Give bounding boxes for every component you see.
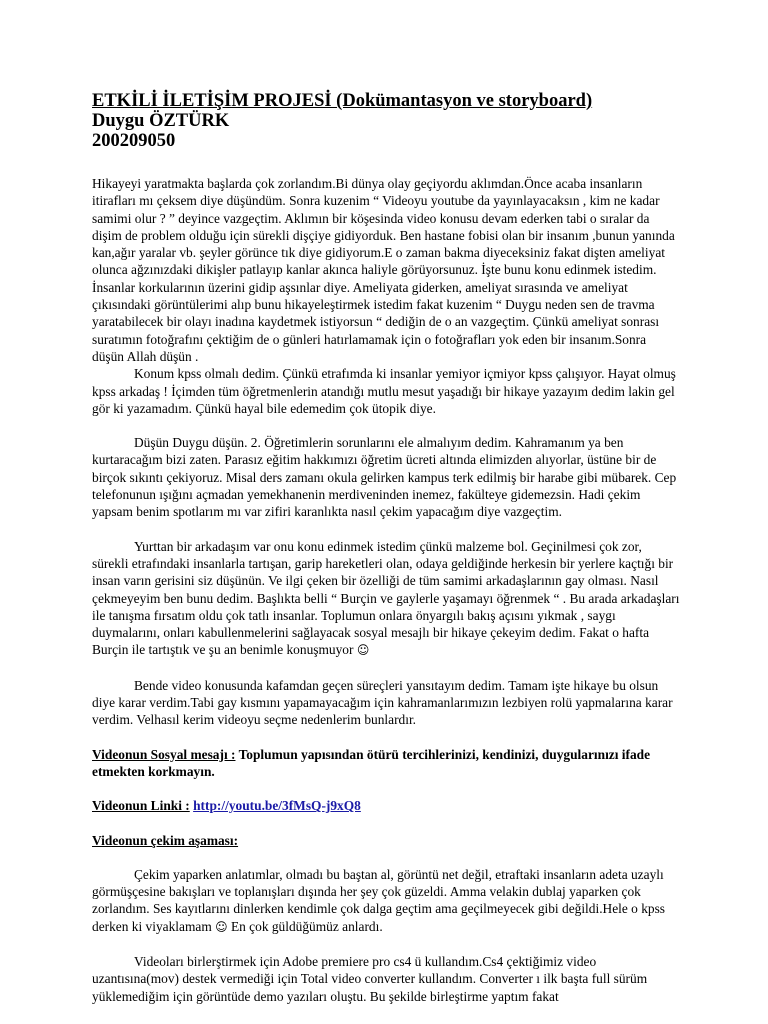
paragraph-shooting: [92, 866, 680, 936]
paragraph-decision: Bende video konusunda kafamdan geçen süreçleri yansıtayım dedim. Tamam işte hikaye bu olsun diye karar verdim.Tabi gay kısmını yapamayacağım için kahramanlarımızın lezbiyen rolü yapmalarına karar verdim. Velhasıl kerim videoyu seçme nedenlerim bunlardır.: [92, 677, 673, 728]
smiley-icon: ☺: [356, 643, 370, 658]
video-link-label: Videonun Linki :: [92, 798, 190, 814]
paragraph-intro: Hikayeyi yaratmakta başlarda çok zorlandım.Bi dünya olay geçiyordu aklımdan.Önce acaba insanların itirafları mı çeksem diye düşündüm. Sonra kuzenim “ Videoyu youtube da yayınlayacaksın , kim ne kadar samimi olur ? ” deyince vazgeçtim. Aklımın bir köşesinda video konusu devam ederken tabi o sıralar da dişim de problem olduğu için sürekli dişçiye gidiyorduk. Ben hastane fobisi olan bir insanım ,bunun yanında kan,ağır yaralar vb. şeyler görünce tık diye gidiyorum.E o zaman bakma diyeceksiniz fakat dişten ameliyat olunca ağzınızdaki dikişler patlayıp kanlar akınca haliyle görüyorsunuz. İşte bunu konu edinmek istedim. İnsanlar korkularının üzerini gidip aşsınlar diye. Ameliyata giderken, ameliyat sırasında ve ameliyat çıkısındaki görüntülerimi alıp bunu hikayeleştirmek istedim fakat kuzenim “ Duygu neden sen de travma yaratabilecek bir olayı inadına kaydetmek istiyorsun “ dediğin de o an vazgeçtim. Çünkü ameliyat sonrası suratımın fotoğrafını çektiğim de o günleri hatırlamamak için o fotoğrafları yok eden bir insanım.Sonra düşün Allah düşün .: [92, 176, 675, 364]
social-message: [92, 746, 680, 781]
paragraph-kpss: Konum kpss olmalı dedim. Çünkü etrafımda ki insanlar yemiyor içmiyor kpss çalışıyor. Hayat olmuş kpss arkadaş ! İçimden tüm öğretmenlerin atandığı mutlu mesut yaşadığı bir hikaye yazayım dedim lakin gel gör ki yazamadım. Çünkü hayal bile edemedim çok ütopik diye.: [92, 366, 676, 416]
paragraph-dorm-friend: [92, 538, 680, 660]
paragraph-shooting-text-b: En çok güldüğümüz anlardı.: [227, 918, 383, 934]
document-title: ETKİLİ İLETİŞİM PROJESİ (Dokümantasyon ve storyboard): [92, 91, 593, 111]
student-id: 200209050: [92, 131, 176, 151]
shooting-stage-heading: [92, 832, 680, 849]
social-message-text: Toplumun yapısından ötürü tercihlerinizi, kendinizi, duygularınızı ifade etmekten korkmayın.: [92, 746, 651, 779]
paragraph-dorm-friend-text: Yurttan bir arkadaşım var onu konu edinmek istedim çünkü malzeme bol. Geçinilmesi çok zor, sürekli etrafındaki insanlarla tartışan, garip hareketleri olan, odaya geldiğinde herkesin bir yerlere kaçtığı bir insan varın gerisini siz düşünün. Ve ilgi çeken bir özelliği de tüm samimi arkadaşlarının gay olması. Nasıl çekmeyeyim ben bunu dedim. Başlıkta belli “ Burçin ve gaylerle yaşamayı öğrenmek “ . Bu arada arkadaşları ile tanışma fırsatım oldu çok tatlı insanlar. Toplumun onlara önyargılı bakış açısını yıkmak , saygı duymalarını, onları kabullenmelerini sağlayacak sosyal mesajlı bir hikaye çekeyim dedim. Fakat o hafta Burçin ile tartıştık ve şu an benimle konuşmuyor: [92, 538, 680, 658]
video-link[interactable]: http://youtu.be/3fMsQ-j9xQ8: [193, 798, 361, 814]
paragraph-second-education: Düşün Duygu düşün. 2. Öğretimlerin sorunlarını ele almalıyım dedim. Kahramanım ya ben kurtaracağım bizi zaten. Parasız eğitim hakkımızı öğretim ücreti altında elimizden alıyorlar, üstüne bir de birçok sıkıntı çekiyoruz. Misal ders zamanı okula gelirken kampus terk edilmiş bir harabe gibi mübarek. Cep telefonunun ışığını açmadan yemekhanenin merdiveninden inemez, fakülteye gidemezsin. Hadi çekim yapsam benim spotlarım mı var zifiri karanlıkta nasıl çekim yapacağım diye vazgeçtim.: [92, 435, 677, 520]
paragraph-shooting-text-a: Çekim yaparken anlatımlar, olmadı bu baştan al, görüntü net değil, etraftaki insanların adeta uzaylı görmüşçesine bakışları ve toplanışları dışında her şey çok güzeldi. Amma velakin dublaj yaparken çok zorlandım. Ses kayıtlarını dinlerken kendimle çok dalga geçtim ama geçilmeyecek gibi değildi.Hele o kpss derken ki viyaklamam: [92, 866, 666, 934]
document-body: [92, 175, 680, 1005]
shooting-stage-label: Videonun çekim aşaması:: [92, 832, 239, 848]
video-link-line: [92, 797, 680, 814]
document-header: [92, 91, 692, 151]
smiley-icon: ☺: [215, 919, 228, 934]
paragraph-editing: Videoları birlerştirmek için Adobe premiere pro cs4 ü kullandım.Cs4 çektiğimiz video uzantısına(mov) destek vermediği için Total video converter kullandım. Converter ı ilk başta full sürüm yüklemediğim için görüntüde demo yazıları oluştu. Bu şekilde birleştirme yaptım fakat: [92, 953, 648, 1004]
social-message-label: Videonun Sosyal mesajı :: [92, 746, 236, 762]
author-name: Duygu ÖZTÜRK: [92, 111, 230, 131]
